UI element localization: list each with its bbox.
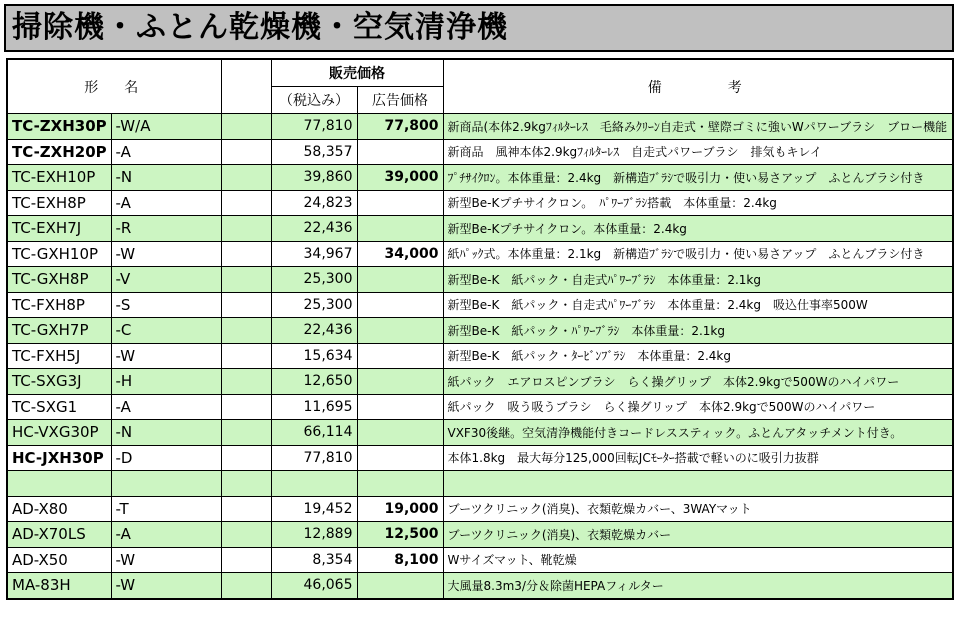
note-cell: ﾌﾟﾁｻｲｸﾛﾝ。本体重量：2.4kg 新構造ﾌﾞﾗｼで吸引力・使い易さアップ ふとんブラシ付き bbox=[443, 165, 953, 191]
blank-cell bbox=[221, 471, 271, 497]
model-cell: HC-VXG30P bbox=[7, 420, 111, 446]
model-cell: AD-X70LS bbox=[7, 522, 111, 548]
blank-cell bbox=[221, 343, 271, 369]
blank-cell bbox=[221, 496, 271, 522]
ad-price-cell bbox=[357, 190, 443, 216]
suffix-cell: -V bbox=[111, 267, 221, 293]
price-cell: 39,860 bbox=[271, 165, 357, 191]
table-row bbox=[7, 190, 953, 216]
suffix-cell: -S bbox=[111, 292, 221, 318]
model-cell: TC-EXH8P bbox=[7, 190, 111, 216]
table-row bbox=[7, 496, 953, 522]
suffix-cell: -N bbox=[111, 420, 221, 446]
note-cell: 新商品 風神本体2.9kgﾌｨﾙﾀｰﾚｽ 自走式パワーブラシ 排気もキレイ bbox=[443, 139, 953, 165]
suffix-cell: -A bbox=[111, 190, 221, 216]
page-title: 掃除機・ふとん乾燥機・空気清浄機 bbox=[4, 4, 954, 52]
blank-cell bbox=[221, 267, 271, 293]
blank-cell bbox=[221, 139, 271, 165]
table-row bbox=[7, 573, 953, 599]
note-cell: 新商品(本体2.9kgﾌｨﾙﾀｰﾚｽ 毛絡みｸﾘｰﾝ自走式・壁際ゴミに強いWパワーブラシ ブロー機能 bbox=[443, 114, 953, 140]
model-cell: TC-FXH5J bbox=[7, 343, 111, 369]
note-cell: 新型Be-Kプチサイクロン。 ﾊﾟﾜｰﾌﾞﾗｼ搭載 本体重量：2.4kg bbox=[443, 190, 953, 216]
ad-price-cell: 12,500 bbox=[357, 522, 443, 548]
ad-price-cell bbox=[357, 420, 443, 446]
model-cell: TC-GXH7P bbox=[7, 318, 111, 344]
model-cell: TC-ZXH20P bbox=[7, 139, 111, 165]
blank-cell bbox=[221, 114, 271, 140]
header-price: 販売価格 bbox=[271, 59, 443, 87]
model-cell: TC-SXG3J bbox=[7, 369, 111, 395]
suffix-cell: -W bbox=[111, 343, 221, 369]
suffix-cell: -H bbox=[111, 369, 221, 395]
model-cell: TC-EXH10P bbox=[7, 165, 111, 191]
ad-price-cell bbox=[357, 292, 443, 318]
table-row bbox=[7, 369, 953, 395]
ad-price-cell: 77,800 bbox=[357, 114, 443, 140]
blank-cell bbox=[221, 420, 271, 446]
header-ad-price: 広告価格 bbox=[357, 87, 443, 114]
note-cell: 紙パック エアロスピンブラシ らく操グリップ 本体2.9kgで500Wのハイパワー bbox=[443, 369, 953, 395]
model-cell bbox=[7, 471, 111, 497]
suffix-cell: -R bbox=[111, 216, 221, 242]
blank-cell bbox=[221, 394, 271, 420]
suffix-cell: -W/A bbox=[111, 114, 221, 140]
table-row bbox=[7, 318, 953, 344]
table-row bbox=[7, 394, 953, 420]
note-cell: 紙パック 吸う吸うブラシ らく操グリップ 本体2.9kgで500Wのハイパワー bbox=[443, 394, 953, 420]
suffix-cell: -W bbox=[111, 573, 221, 599]
price-cell: 24,823 bbox=[271, 190, 357, 216]
price-cell: 8,354 bbox=[271, 547, 357, 573]
note-cell bbox=[443, 471, 953, 497]
model-cell: MA-83H bbox=[7, 573, 111, 599]
suffix-cell: -W bbox=[111, 241, 221, 267]
price-cell: 77,810 bbox=[271, 445, 357, 471]
blank-cell bbox=[221, 216, 271, 242]
price-cell: 46,065 bbox=[271, 573, 357, 599]
ad-price-cell: 39,000 bbox=[357, 165, 443, 191]
ad-price-cell: 34,000 bbox=[357, 241, 443, 267]
header-model: 形 名 bbox=[7, 59, 221, 114]
note-cell: Wサイズマット、靴乾燥 bbox=[443, 547, 953, 573]
blank-cell bbox=[221, 547, 271, 573]
suffix-cell: -D bbox=[111, 445, 221, 471]
price-table bbox=[6, 58, 954, 600]
header-row-1 bbox=[7, 59, 953, 87]
note-cell: 大風量8.3m3/分＆除菌HEPAフィルター bbox=[443, 573, 953, 599]
table-row-empty bbox=[7, 471, 953, 497]
header-remarks: 備 考 bbox=[443, 59, 953, 114]
table-row bbox=[7, 139, 953, 165]
model-cell: AD-X80 bbox=[7, 496, 111, 522]
price-cell: 12,650 bbox=[271, 369, 357, 395]
suffix-cell: -T bbox=[111, 496, 221, 522]
table-row bbox=[7, 114, 953, 140]
blank-cell bbox=[221, 190, 271, 216]
blank-cell bbox=[221, 165, 271, 191]
price-cell: 22,436 bbox=[271, 318, 357, 344]
note-cell: 本体1.8kg 最大毎分125,000回転JCﾓｰﾀｰ搭載で軽いのに吸引力抜群 bbox=[443, 445, 953, 471]
ad-price-cell bbox=[357, 573, 443, 599]
table-row bbox=[7, 292, 953, 318]
note-cell: 新型Be-K 紙パック・自走式ﾊﾟﾜｰﾌﾞﾗｼ 本体重量：2.1kg bbox=[443, 267, 953, 293]
ad-price-cell: 19,000 bbox=[357, 496, 443, 522]
table-row bbox=[7, 522, 953, 548]
note-cell: 新型Be-K 紙パック・自走式ﾊﾟﾜｰﾌﾞﾗｼ 本体重量：2.4kg 吸込仕事率500W bbox=[443, 292, 953, 318]
note-cell: 新型Be-K 紙パック・ﾀｰﾋﾞﾝﾌﾞﾗｼ 本体重量：2.4kg bbox=[443, 343, 953, 369]
price-cell: 12,889 bbox=[271, 522, 357, 548]
blank-cell bbox=[221, 292, 271, 318]
suffix-cell: -N bbox=[111, 165, 221, 191]
note-cell: 新型Be-Kプチサイクロン。本体重量：2.4kg bbox=[443, 216, 953, 242]
table-row bbox=[7, 445, 953, 471]
price-cell: 77,810 bbox=[271, 114, 357, 140]
ad-price-cell bbox=[357, 445, 443, 471]
ad-price-cell bbox=[357, 216, 443, 242]
table-row bbox=[7, 547, 953, 573]
model-cell: AD-X50 bbox=[7, 547, 111, 573]
suffix-cell: -A bbox=[111, 522, 221, 548]
note-cell: ブーツクリニック(消臭)、衣類乾燥カバー bbox=[443, 522, 953, 548]
table-row bbox=[7, 420, 953, 446]
table-row bbox=[7, 267, 953, 293]
blank-cell bbox=[221, 369, 271, 395]
model-cell: TC-SXG1 bbox=[7, 394, 111, 420]
suffix-cell: -W bbox=[111, 547, 221, 573]
suffix-cell: -C bbox=[111, 318, 221, 344]
table-row bbox=[7, 165, 953, 191]
ad-price-cell: 8,100 bbox=[357, 547, 443, 573]
ad-price-cell bbox=[357, 139, 443, 165]
model-cell: TC-EXH7J bbox=[7, 216, 111, 242]
model-cell: TC-GXH8P bbox=[7, 267, 111, 293]
blank-cell bbox=[221, 241, 271, 267]
price-cell: 15,634 bbox=[271, 343, 357, 369]
ad-price-cell bbox=[357, 343, 443, 369]
price-cell: 11,695 bbox=[271, 394, 357, 420]
model-cell: TC-ZXH30P bbox=[7, 114, 111, 140]
price-cell: 66,114 bbox=[271, 420, 357, 446]
note-cell: ブーツクリニック(消臭)、衣類乾燥カバー、3WAYマット bbox=[443, 496, 953, 522]
header-price-tax: （税込み） bbox=[271, 87, 357, 114]
table-row bbox=[7, 343, 953, 369]
price-cell: 58,357 bbox=[271, 139, 357, 165]
table-row bbox=[7, 241, 953, 267]
price-cell: 25,300 bbox=[271, 292, 357, 318]
price-cell: 19,452 bbox=[271, 496, 357, 522]
note-cell: VXF30後継。空気清浄機能付きコードレススティック。ふとんアタッチメント付き。 bbox=[443, 420, 953, 446]
suffix-cell: -A bbox=[111, 139, 221, 165]
ad-price-cell bbox=[357, 471, 443, 497]
price-cell bbox=[271, 471, 357, 497]
header-blank bbox=[221, 59, 271, 114]
blank-cell bbox=[221, 318, 271, 344]
blank-cell bbox=[221, 573, 271, 599]
price-cell: 22,436 bbox=[271, 216, 357, 242]
model-cell: HC-JXH30P bbox=[7, 445, 111, 471]
suffix-cell bbox=[111, 471, 221, 497]
note-cell: 新型Be-K 紙パック・ﾊﾟﾜｰﾌﾞﾗｼ 本体重量：2.1kg bbox=[443, 318, 953, 344]
table-row bbox=[7, 216, 953, 242]
ad-price-cell bbox=[357, 369, 443, 395]
blank-cell bbox=[221, 445, 271, 471]
ad-price-cell bbox=[357, 394, 443, 420]
price-cell: 25,300 bbox=[271, 267, 357, 293]
ad-price-cell bbox=[357, 267, 443, 293]
price-cell: 34,967 bbox=[271, 241, 357, 267]
model-cell: TC-GXH10P bbox=[7, 241, 111, 267]
suffix-cell: -A bbox=[111, 394, 221, 420]
blank-cell bbox=[221, 522, 271, 548]
ad-price-cell bbox=[357, 318, 443, 344]
model-cell: TC-FXH8P bbox=[7, 292, 111, 318]
note-cell: 紙ﾊﾟｯｸ式。本体重量：2.1kg 新構造ﾌﾞﾗｼで吸引力・使い易さアップ ふとんブラシ付き bbox=[443, 241, 953, 267]
